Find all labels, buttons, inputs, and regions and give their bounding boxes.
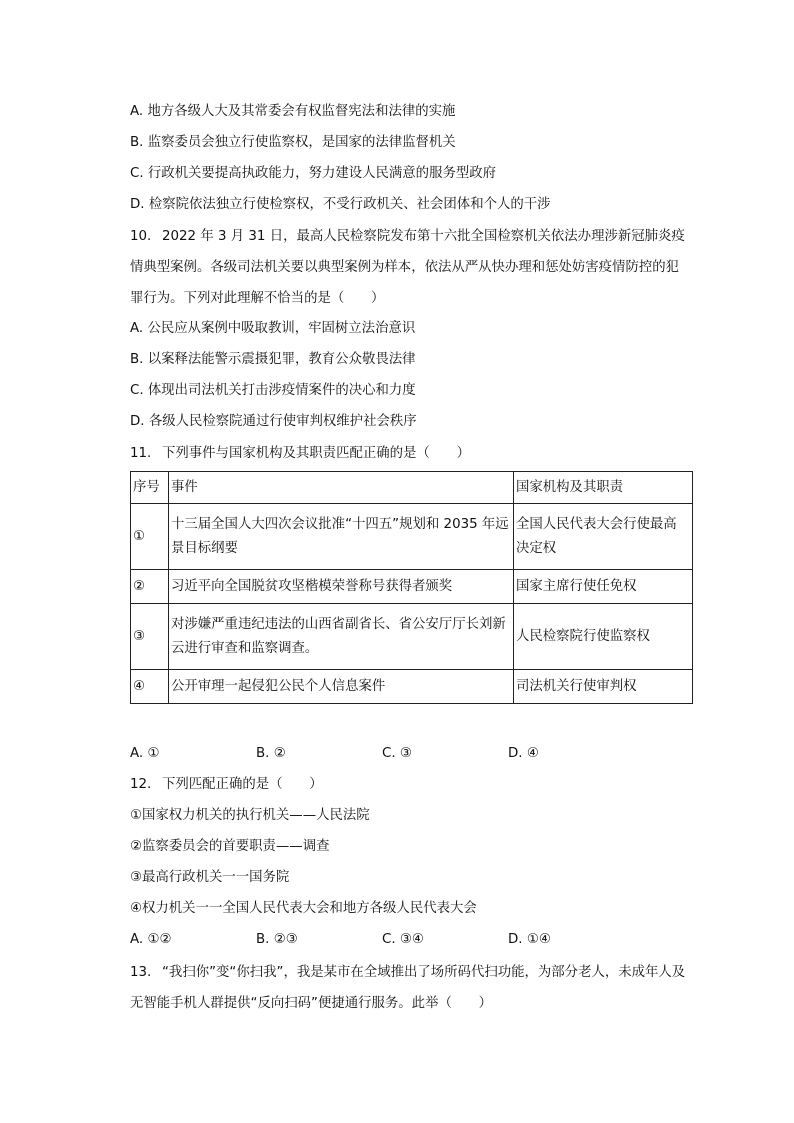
q12-option-a: A. ①② xyxy=(130,932,172,947)
q12-options xyxy=(130,930,692,950)
q11-row4-no: ④ xyxy=(131,670,169,704)
q10-stem-text: 2022 年 3 月 31 日，最高人民检察院发布第十六批全国检察机关依法办理涉新冠肺炎疫情典型案例。各级司法机关要以典型案例为样本，依法从严从快办理和惩处妨害疫情防控的犯罪行为。下列对此理解不恰当的是（ ） xyxy=(130,229,685,306)
q9-option-b: B. 监察委员会独立行使监察权，是国家的法律监督机关 xyxy=(130,135,456,150)
q11-header-duty: 国家机构及其职责 xyxy=(514,472,693,504)
q10-option-a: A. 公民应从案例中吸取教训，牢固树立法治意识 xyxy=(130,321,416,336)
q11-table-row xyxy=(131,570,693,604)
q11-row2-duty: 国家主席行使任免权 xyxy=(514,570,693,604)
q12-stem-text: 下列匹配正确的是（ ） xyxy=(162,777,323,792)
q11-stem xyxy=(130,444,470,464)
q11-option-b: B. ② xyxy=(256,746,286,761)
q10-option-d: D. 各级人民检察院通过行使审判权维护社会秩序 xyxy=(130,414,417,429)
q12-item-3: ③最高行政机关一一国务院 xyxy=(130,870,290,885)
q11-row3-duty: 人民检察院行使监察权 xyxy=(514,604,693,670)
q12-option-b: B. ②③ xyxy=(256,932,298,947)
q13-stem-text: “我扫你”变“你扫我”，我是某市在全域推出了场所码代扫功能，为部分老人，未成年人及无智能手机人群提供“反向扫码”便捷通行服务。此举（ ） xyxy=(130,965,686,1011)
q10-stem xyxy=(130,221,692,314)
q11-row1-duty: 全国人民代表大会行使最高决定权 xyxy=(514,504,693,570)
q11-stem-text: 下列事件与国家机构及其职责匹配正确的是（ ） xyxy=(162,446,470,461)
q11-row3-event: 对涉嫌严重违纪违法的山西省副省长、省公安厅厅长刘新云进行审查和监察调查。 xyxy=(169,604,514,670)
q11-row4-event: 公开审理一起侵犯公民个人信息案件 xyxy=(169,670,514,704)
q10-number: 10. xyxy=(130,229,152,244)
q11-header-no: 序号 xyxy=(131,472,169,504)
q11-option-d: D. ④ xyxy=(508,746,539,761)
q12-number: 12. xyxy=(130,777,152,792)
q11-row2-no: ② xyxy=(131,570,169,604)
q11-table-header-row xyxy=(131,472,693,504)
q12-stem xyxy=(130,775,323,795)
q13-number: 13. xyxy=(130,965,152,980)
q11-table-row xyxy=(131,670,693,704)
q12-option-d: D. ①④ xyxy=(508,932,551,947)
q11-table xyxy=(130,471,693,704)
q13-stem xyxy=(130,957,692,1019)
q11-number: 11. xyxy=(130,446,152,461)
q11-row3-no: ③ xyxy=(131,604,169,670)
q12-item-4: ④权力机关一一全国人民代表大会和地方各级人民代表大会 xyxy=(130,901,477,916)
q9-option-c: C. 行政机关要提高执政能力，努力建设人民满意的服务型政府 xyxy=(130,166,497,181)
q12-item-1: ①国家权力机关的执行机关——人民法院 xyxy=(130,808,370,823)
q12-item-2: ②监察委员会的首要职责——调查 xyxy=(130,839,330,854)
q10-option-c: C. 体现出司法机关打击涉疫情案件的决心和力度 xyxy=(130,383,416,398)
q12-option-c: C. ③④ xyxy=(382,932,424,947)
q11-table-row xyxy=(131,604,693,670)
q9-option-d: D. 检察院依法独立行使检察权，不受行政机关、社会团体和个人的干涉 xyxy=(130,197,551,212)
q11-option-c: C. ③ xyxy=(382,746,412,761)
q11-row4-duty: 司法机关行使审判权 xyxy=(514,670,693,704)
q11-row2-event: 习近平向全国脱贫攻坚楷模荣誉称号获得者颁奖 xyxy=(169,570,514,604)
q11-row1-event: 十三届全国人大四次会议批准“十四五”规划和 2035 年远景目标纲要 xyxy=(169,504,514,570)
q10-option-b: B. 以案释法能警示震摄犯罪，教育公众敬畏法律 xyxy=(130,352,416,367)
q11-options xyxy=(130,744,692,764)
q11-header-event: 事件 xyxy=(169,472,514,504)
q11-row1-no: ① xyxy=(131,504,169,570)
q9-option-a: A. 地方各级人大及其常委会有权监督宪法和法律的实施 xyxy=(130,104,456,119)
q11-option-a: A. ① xyxy=(130,746,160,761)
q11-table-row xyxy=(131,504,693,570)
